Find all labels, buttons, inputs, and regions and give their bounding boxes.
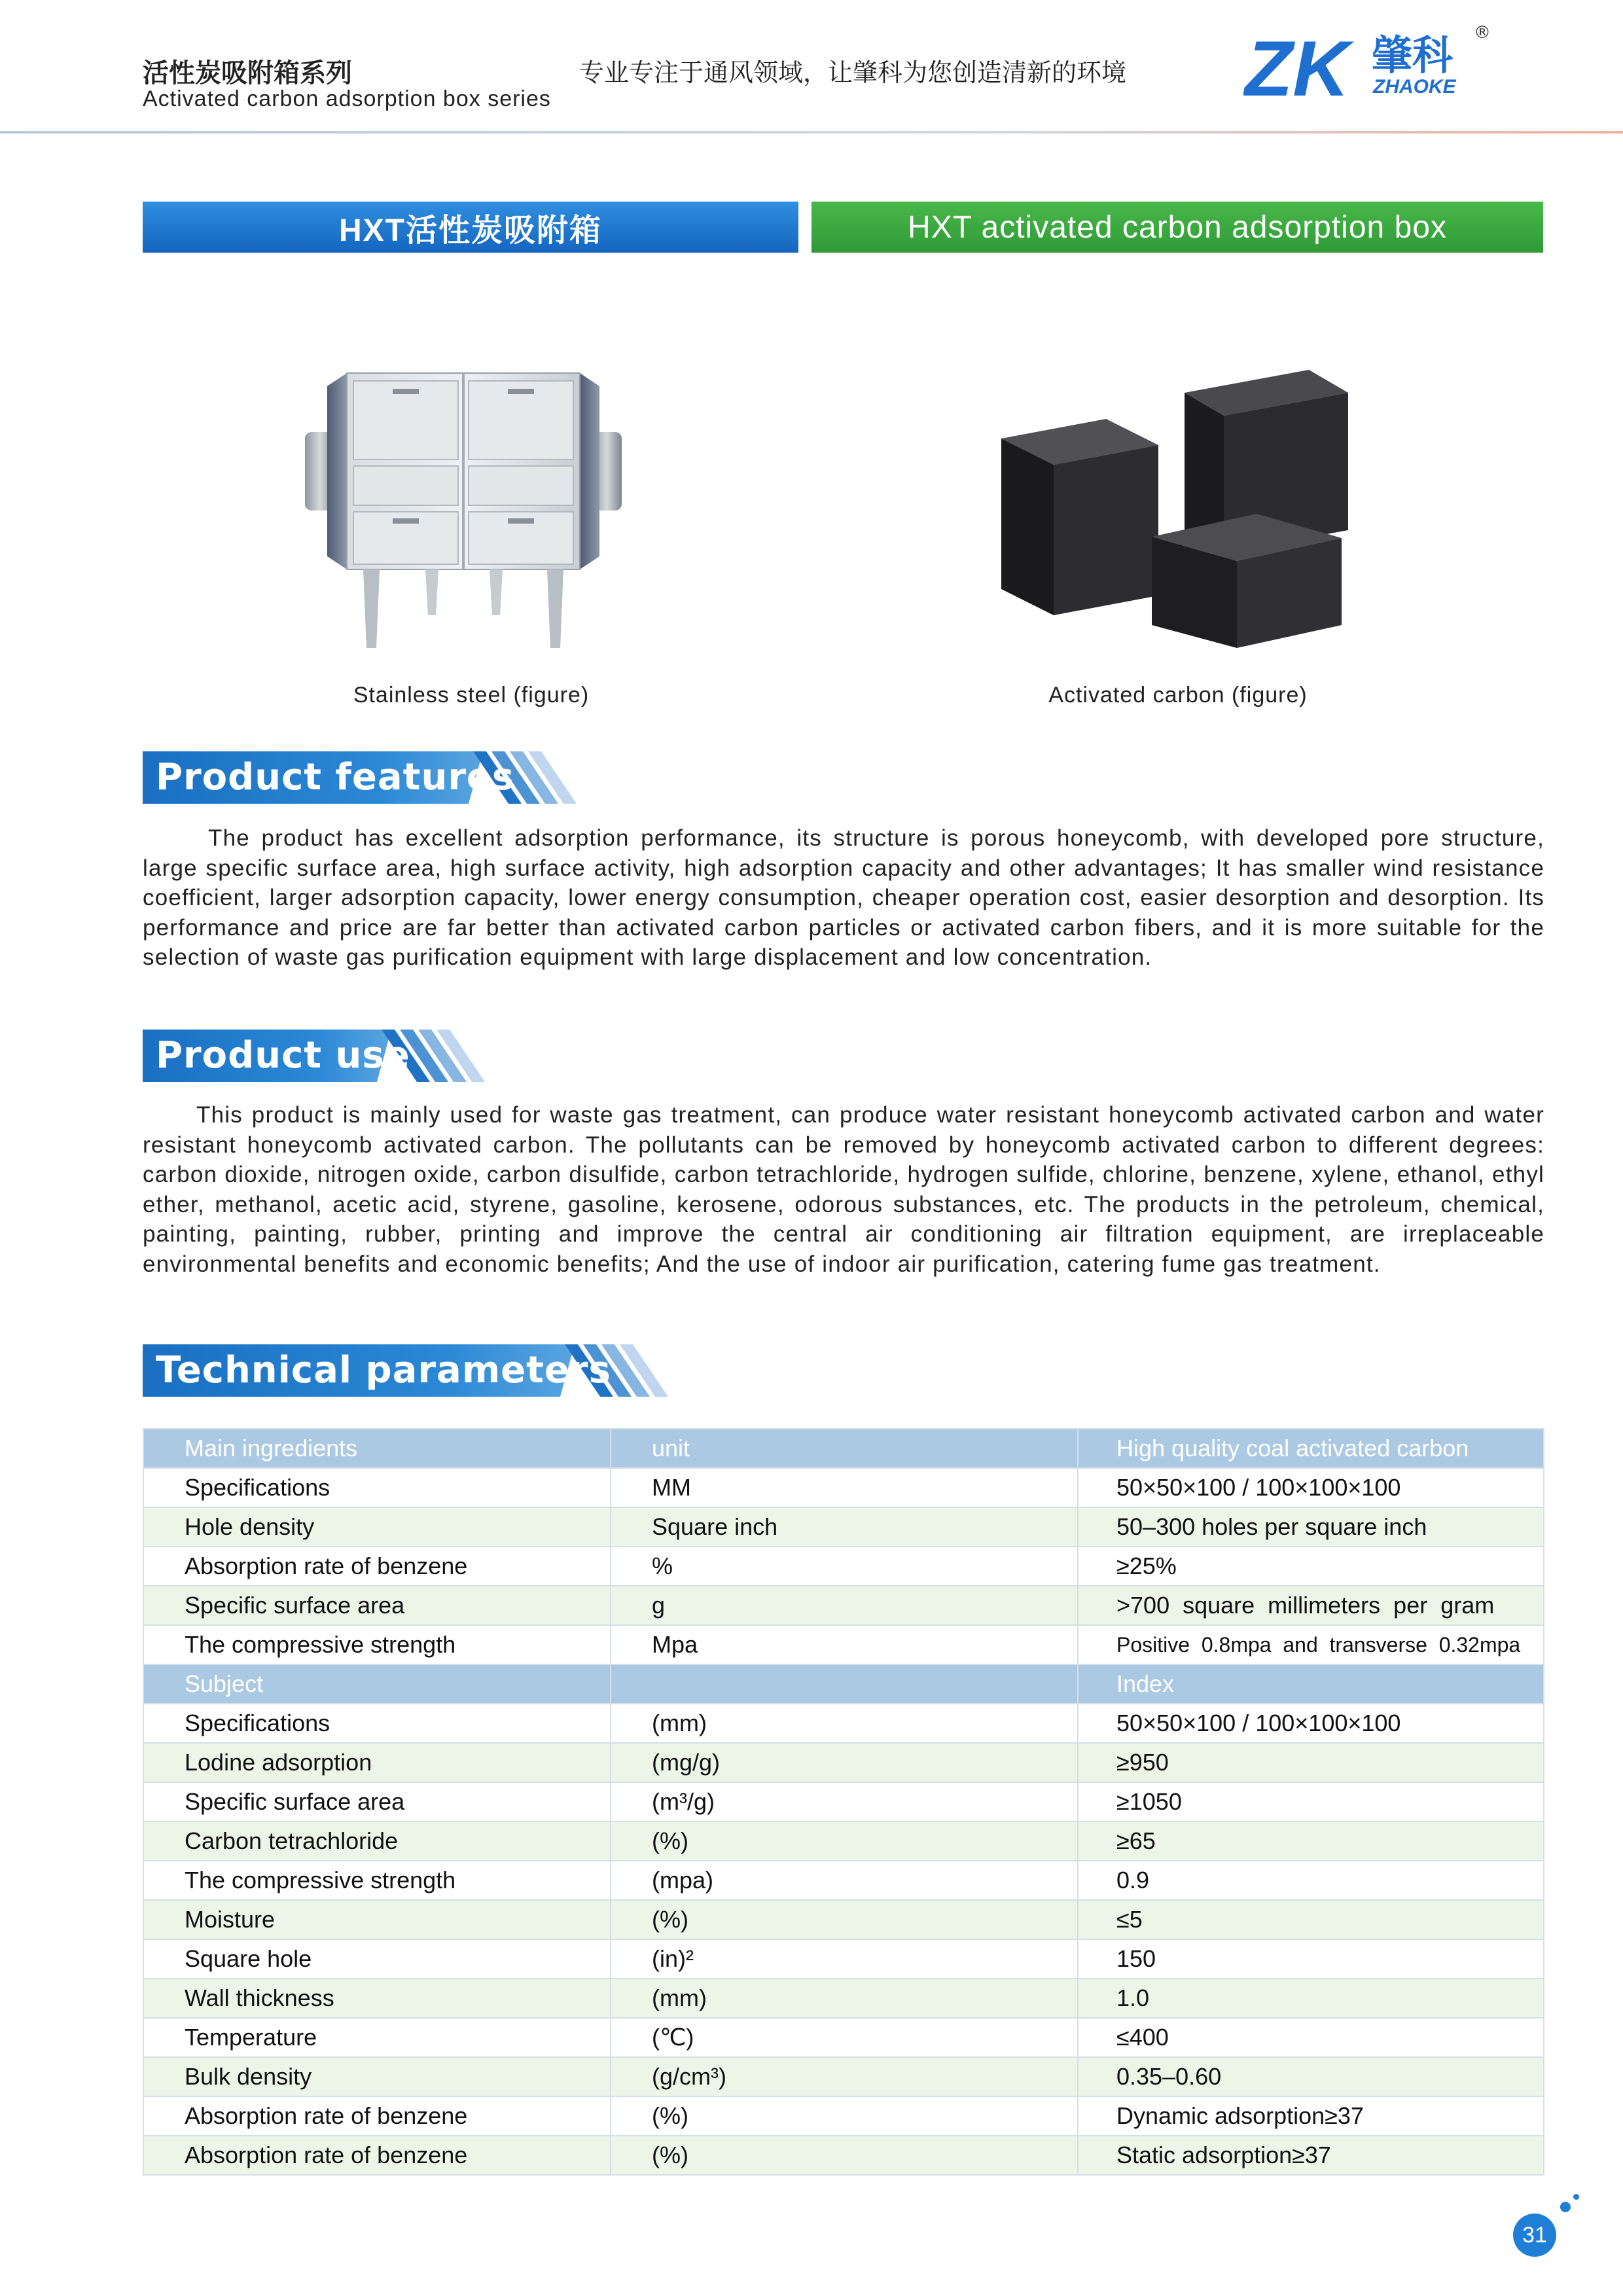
param-unit: (%) [611, 2096, 1078, 2136]
logo-brand-cn: 肇科 [1372, 31, 1454, 79]
logo-brand-en: ZHAOKE [1373, 76, 1456, 98]
table-row [143, 1625, 1544, 1664]
param-value: ≤5 [1078, 1900, 1544, 1939]
param-value: ≥65 [1078, 1821, 1544, 1861]
table-row [143, 1979, 1544, 2018]
header-cell: unit [611, 1429, 1078, 1468]
table-row [143, 2096, 1544, 2136]
table-row [143, 1821, 1544, 1861]
param-value: ≥25% [1078, 1547, 1544, 1586]
caption-stainless-steel: Stainless steel (figure) [353, 683, 590, 708]
param-value: 50×50×100 / 100×100×100 [1078, 1704, 1544, 1743]
header-cell: Index [1078, 1664, 1544, 1704]
zhaoke-logo [1243, 18, 1499, 117]
param-name: Specifications [143, 1704, 611, 1743]
table-row [143, 1507, 1544, 1547]
param-unit: Square inch [611, 1507, 1078, 1547]
param-unit: (mpa) [611, 1861, 1078, 1900]
param-value: 150 [1078, 1939, 1544, 1979]
param-name: Temperature [143, 2018, 611, 2057]
param-unit: (mg/g) [611, 1743, 1078, 1782]
features-heading-text: Product features [156, 756, 515, 798]
param-name: Bulk density [143, 2057, 611, 2096]
header-title-cn: 活性炭吸附箱系列 [143, 59, 352, 88]
param-unit: (%) [611, 1821, 1078, 1861]
header-cell: Main ingredients [143, 1429, 611, 1468]
param-unit: (in)² [611, 1939, 1078, 1979]
section-heading-use [143, 1030, 476, 1082]
stainless-steel-box-image [301, 367, 628, 655]
banner-title-en: HXT activated carbon adsorption box [812, 202, 1543, 253]
logo-mark: ZK [1245, 25, 1349, 113]
param-name: Carbon tetrachloride [143, 1821, 611, 1861]
param-name: Specific surface area [143, 1586, 611, 1625]
table-row [143, 1468, 1544, 1507]
param-unit: (mm) [611, 1979, 1078, 2018]
features-paragraph: The product has excellent adsorption performance, its structure is porous honeycomb, with developed pore structure, large specific surface area, high surface activity, high adsorption capacity and other advantages; It has smaller wind resistance coefficient, larger adsorption capacity, lower energy consumption, cheaper operation cost, easier desorption and desorption. Its performance and price are far better than activated carbon particles or activated carbon fibers, and it is more suitable for the selection of waste gas purification equipment with large displacement and low concentration. [143, 825, 1544, 971]
page-number: 31 [1513, 2214, 1556, 2257]
header-cell: High quality coal activated carbon [1078, 1429, 1544, 1468]
param-unit: (g/cm³) [611, 2057, 1078, 2096]
param-unit: % [611, 1547, 1078, 1586]
param-name: Hole density [143, 1507, 611, 1547]
table-header-row [143, 1664, 1544, 1704]
header-divider [0, 131, 1623, 134]
param-value: 1.0 [1078, 1979, 1544, 2018]
param-name: Wall thickness [143, 1979, 611, 2018]
param-value: 0.35–0.60 [1078, 2057, 1544, 2096]
param-name: The compressive strength [143, 1625, 611, 1664]
table-row [143, 2057, 1544, 2096]
param-unit: (m³/g) [611, 1782, 1078, 1821]
table-row [143, 2018, 1544, 2057]
caption-activated-carbon: Activated carbon (figure) [1048, 683, 1308, 708]
param-name: The compressive strength [143, 1861, 611, 1900]
technical-heading-text: Technical parameters [156, 1349, 611, 1391]
param-unit: (%) [611, 2136, 1078, 2175]
param-value: >700 square millimeters per gram [1078, 1586, 1544, 1625]
param-unit: g [611, 1586, 1078, 1625]
param-name: Absorption rate of benzene [143, 2136, 611, 2175]
param-value: Positive 0.8mpa and transverse 0.32mpa [1078, 1625, 1544, 1664]
param-value: ≥950 [1078, 1743, 1544, 1782]
param-value: 0.9 [1078, 1861, 1544, 1900]
param-unit: MM [611, 1468, 1078, 1507]
param-name: Absorption rate of benzene [143, 1547, 611, 1586]
param-value: Dynamic adsorption≥37 [1078, 2096, 1544, 2136]
table-row [143, 1547, 1544, 1586]
section-heading-technical [143, 1344, 653, 1397]
banner-title-cn: HXT活性炭吸附箱 [143, 202, 798, 253]
param-name: Square hole [143, 1939, 611, 1979]
param-value: 50–300 holes per square inch [1078, 1507, 1544, 1547]
param-name: Moisture [143, 1900, 611, 1939]
param-unit: (mm) [611, 1704, 1078, 1743]
table-row [143, 1586, 1544, 1625]
table-row [143, 2136, 1544, 2175]
section-heading-features [143, 751, 562, 804]
activated-carbon-image [995, 367, 1361, 655]
table-header-row [143, 1429, 1544, 1468]
use-paragraph: This product is mainly used for waste gas treatment, can produce water resistant honeycomb activated carbon and water resistant honeycomb activated carbon. The pollutants can be removed by honeycomb activated carbon to different degrees: carbon dioxide, nitrogen oxide, carbon disulfide, carbon tetrachloride, hydrogen sulfide, chlorine, benzene, xylene, ethanol, ethyl ether, methanol, acetic acid, styrene, gasoline, kerosene, odorous substances, etc. The products in the petroleum, chemical, painting, painting, rubber, printing and improve the central air conditioning air filtration equipment, are irreplaceable environmental benefits and economic benefits; And the use of indoor air purification, catering fume gas treatment. [143, 1102, 1544, 1277]
decorative-dot [1573, 2194, 1579, 2200]
table-row [143, 1782, 1544, 1821]
param-name: Absorption rate of benzene [143, 2096, 611, 2136]
param-unit: (℃) [611, 2018, 1078, 2057]
param-value: 50×50×100 / 100×100×100 [1078, 1468, 1544, 1507]
param-name: Specific surface area [143, 1782, 611, 1821]
param-unit: Mpa [611, 1625, 1078, 1664]
param-value: ≤400 [1078, 2018, 1544, 2057]
use-heading-text: Product use [156, 1034, 410, 1077]
header-cell [611, 1664, 1078, 1704]
param-name: Specifications [143, 1468, 611, 1507]
header-slogan: 专业专注于通风领域，让肇科为您创造清新的环境 [579, 60, 1127, 87]
technical-parameters-table [143, 1428, 1544, 2176]
registered-mark: ® [1474, 23, 1491, 43]
param-name: Lodine adsorption [143, 1743, 611, 1782]
table-row [143, 1704, 1544, 1743]
header-title-en: Activated carbon adsorption box series [143, 86, 551, 111]
table-row [143, 1939, 1544, 1979]
decorative-dot [1560, 2202, 1571, 2212]
param-unit: (%) [611, 1900, 1078, 1939]
param-value: ≥1050 [1078, 1782, 1544, 1821]
table-row [143, 1861, 1544, 1900]
table-row [143, 1743, 1544, 1782]
header-cell: Subject [143, 1664, 611, 1704]
param-value: Static adsorption≥37 [1078, 2136, 1544, 2175]
table-row [143, 1900, 1544, 1939]
